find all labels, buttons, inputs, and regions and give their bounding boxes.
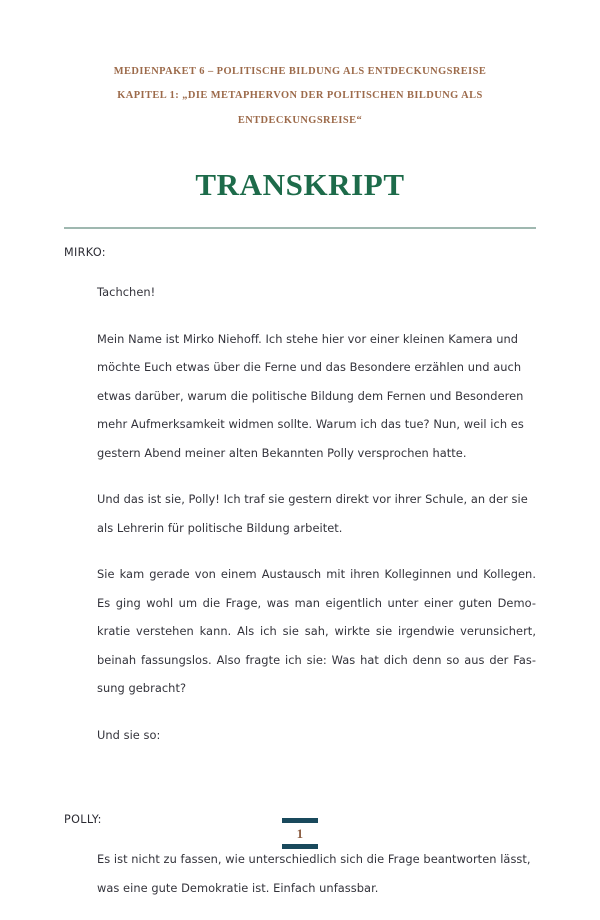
paragraph: Und sie so: [97, 727, 161, 742]
speaker-label-polly: POLLY: [64, 813, 102, 826]
paragraph: Mein Name ist Mirko Niehoff. Ich stehe hier vor einer kleinen Kamera und möchte Euch etwas über die Ferne und das Besondere erzählen und auch etwas darüber, warum die politische Bildung dem Fernen und Besonderen mehr Aufmerksamkeit widmen sollte. Warum ich das tue? Nun, weil ich es gestern Abend meiner alten Bekannten Polly versprochen hatte. [97, 331, 524, 460]
header-divider [64, 227, 536, 229]
header-line-1: MEDIENPAKET 6 – POLITISCHE BILDUNG ALS ENTDECKUNGSREISE [113, 66, 487, 77]
paragraph: Es ist nicht zu fassen, wie unterschiedlich sich die Frage beantworten lässt, was eine gute Demokratie ist. Einfach unfassbar. [97, 852, 531, 895]
header-line-3: ENTDECKUNGSREISE“ [237, 114, 363, 126]
page-footer [0, 818, 600, 849]
page-number: 1 [296, 826, 304, 841]
page-title: TRANSKRIPT [195, 167, 405, 202]
document-header [64, 60, 536, 133]
footer-bar-top [282, 818, 318, 823]
footer-bar-bottom [282, 844, 318, 849]
paragraph: Und das ist sie, Polly! Ich traf sie gestern direkt vor ihrer Schule, an der sie als Lehrerin für politische Bildung arbeitet. [97, 492, 528, 535]
header-line-2: KAPITEL 1: „DIE METAPHERVON DER POLITISCHEN BILDUNG ALS [117, 90, 483, 102]
speaker-label-mirko: MIRKO: [64, 246, 106, 259]
paragraph: Tachchen! [97, 285, 156, 299]
paragraph: Sie kam gerade von einem Austausch mit ihren Kolleginnen und Kollegen. Es ging wohl um die Frage, was man eigentlich unter einer guten Demo-kratie verstehen kann. Als ich sie sah, wirkte sie irgendwie verunsichert, beinah fassungslos. Also fragte ich sie: Was hat dich denn so aus der Fas-sung gebracht? [97, 567, 536, 695]
